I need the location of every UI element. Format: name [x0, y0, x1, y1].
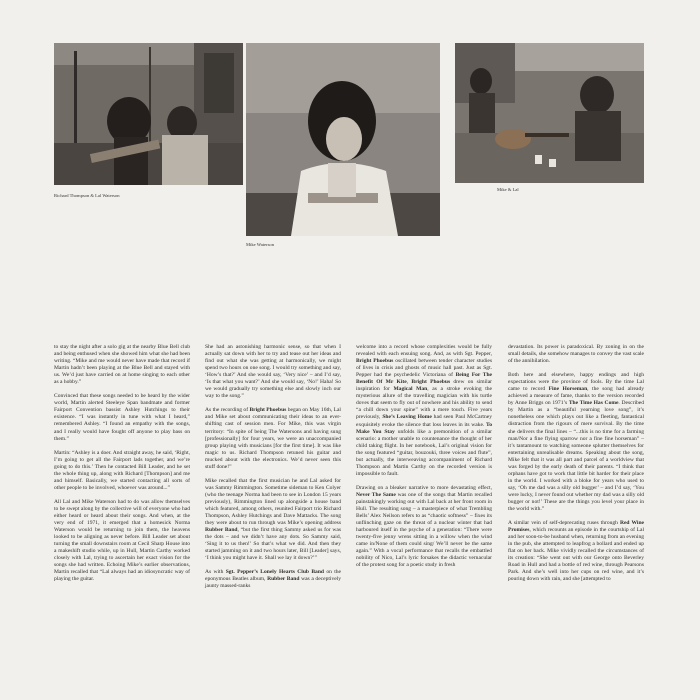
text-run: was one of the songs that Martin recalled painstakingly working out with Lal back at her front room in Hull. The resulting song – a masterpiece of what Trembling Bells’ Alex Neilson refers to as “chaotic softness” – fixes its unflinching gaze on the threat of a nuclear winter that had harboured itself in the psyche of a generation: “There were twenty-five jenny wrens sitting in a willow when the wind came in/None of them could sing/ We’ll never be the same again.” With a vocal performance that recalls the embattled nobility of Nico, Lal’s lyric forsakes the didactic vernacular of the protest song for a poetic study in fresh [356, 491, 492, 569]
song-title: Bright Phoebus [356, 358, 394, 365]
text-run: welcome into a record whose complexities would be fully revealed with each ensuing song. And, as with Sgt. Pepper, [356, 344, 492, 358]
text-column-4 [508, 344, 644, 591]
paragraph [356, 485, 492, 570]
song-title: Magical Man [393, 386, 428, 393]
song-title: Rubber Band [205, 527, 238, 534]
text-column-3 [356, 344, 492, 576]
song-title: Red Wine Promises [508, 520, 644, 534]
text-run: , as a stroke evoking the mysterious allure of the travelling magician with his turtle doves that seem to fly out of nowhere and his ability to send “a chill down your spine” with a mere touch. Five years previously, [356, 386, 492, 421]
text-run: Both here and elsewhere, happy endings and high expectations were the province of fools. By the time Lal came to record [508, 372, 644, 393]
paragraph [54, 499, 190, 584]
text-run: Drawing on a bleaker narrative to more devastating effect, [356, 484, 492, 491]
text-run: As the recording of [205, 407, 250, 414]
song-title: To Make You Stay [356, 421, 492, 435]
text-run: was a deceptively jaunty massed-ranks [205, 576, 341, 590]
song-title: Sgt. Pepper’s Lonely Hearts Club Band [225, 569, 324, 576]
song-title: Bright Phoebus [249, 407, 287, 414]
photo-caption: Mike Waterson [246, 242, 274, 247]
photo-richard-thompson-lal-waterson [54, 43, 243, 185]
photo-caption: Mike & Lal [497, 187, 519, 192]
song-title: Rubber Band [267, 576, 300, 583]
paragraph [356, 344, 492, 478]
text-run: As with [205, 569, 226, 576]
paragraph [54, 393, 190, 442]
text-run: Mike recalled that the first musician he and Lal asked for was Sammy Rimmington. Sometime sideman to Ken Colyer (who the teenage Norma had been to see in London 15 years previously), Rimmington lined up alongside a house band which featured, among others, reunited Fairport trio Richard Thompson, Ashley Hutchings and Dave Mattacks. The song they were about to run through was Mike’s opening address [205, 477, 341, 527]
photo-mike-lal [455, 43, 644, 183]
paragraph [205, 478, 341, 563]
text-run: devastation. Its power is paradoxical. By zoning in on the small details, she somehow manages to convey the vast scale of the annihilation. [508, 344, 644, 365]
text-run: oscillated between tender character studies of lives in crisis and ghosts of music hall past. Just as Sgt. Pepper had the psychedelic Victoriana of [356, 358, 492, 379]
paragraph [205, 569, 341, 590]
text-column-1 [54, 344, 190, 590]
paragraph [205, 407, 341, 470]
paragraph [508, 372, 644, 513]
text-run: unfolds like a premonition of a similar scenario: a mother unable to countenance the thought of her child taking flight. In her notebook, Lal’s original vision for the song featured “guitar, bouzouki, three voices and flute”, but actually, the interweaving accompaniment of Richard Thompson and Martin Carthy on the recorded version is impossible to fault. [356, 428, 493, 477]
text-run: She had an astonishing harmonic sense, so that when I actually sat down with her to try and tease out her ideas and find out what she was getting at harmonically, we might spend two hours on one song. I would try something and say, ‘How’s that?’ And she would say, ‘Very nice’ – and I’d say, ‘Is that what you want?’ And she would say, ‘No!’ Haha! So we would gradually try something else and slowly inch our way to the song.” [205, 344, 341, 400]
text-run: , which recounts an episode in the courtship of Lal and her soon-to-be husband when, returning from an evening in the pub, she attempted to leapfrog a bollard and ended up flat on her back. Mike vividly recalled the circumstances of its creation: “She went out with our George onto Beverley Road in Hull and had a bottle of red wine, through Pearsons Park. And she’s well into her cups on red wine, and it’s pouring down with rain, and she [attempted to [508, 527, 644, 583]
paragraph [508, 520, 644, 583]
paragraph [508, 344, 644, 365]
text-run: began on May 16th, Lal and Mike set about communicating their ideas to an ever-shifting cast of session men. For Mike, this was virgin territory: “In spite of being The Watersons and having sung [professionally] for four years, we were an unaccompanied group playing with musicians [for the first time]. It was like magic to us. Richard Thompson retuned his guitar and mucked about with the electronics. We’d never seen this stuff done!” [205, 407, 341, 470]
text-run: on the eponymous Beatles album, [205, 569, 341, 583]
text-run: . Described by Martin as a “beautiful yearning love song”, it’s nonetheless one which plays out like a fleeting, fantastical distraction from the rigours of mere survival. By the time she delivers the final lines – “...this is no time for a farming man/Nor a fine flying sparrow nor a fine fine horseman” – it’s tantamount to watching someone splutter themselves for entertaining unrealisable dreams. Speaking about the song, Mike felt that it was all part and parcel of a worldview that was forged by the early death of their parents. “I think that orphans have got to work that little bit harder for their place in the world. I worked with a bloke for years who used to say, ‘Oh me dad was a silly old bugger’ – and I’d say, ‘You were lucky, I never found out whether my dad was a silly old bugger or not!’ These are the things you level your place in the world with.” [508, 400, 644, 513]
photo-mike-waterson [246, 43, 440, 236]
text-run: , “but the first thing Sammy asked us for was the dots – and we didn’t have any dots. So Sammy said, ‘Sing it to us then!’ So that’s what we did. And then they started jamming on it and two hours later, Bill [Leader] says, ‘I think you might have it. Shall we lay it down?’” [205, 527, 341, 562]
photo-caption: Richard Thompson & Lal Waterson [54, 193, 120, 198]
song-title: Being For The Benefit Of Mr Kite [356, 372, 492, 386]
text-run: Convinced that these songs needed to be heard by the wider world, Martin alerted Steeleye Span bandmate and former Fairport Convention bassist Ashley Hutchings to their existence. “I was instantly in tune with what I heard,” remembered Ashley. “I found an empathy with the songs, and I really would have fought off anyone to play bass on them.” [54, 393, 190, 442]
text-column-2 [205, 344, 341, 598]
song-title: The Time Has Come [568, 400, 619, 407]
text-run: A similar vein of self-deprecating ruses through [508, 520, 620, 527]
song-title: Never The Same [356, 491, 396, 498]
paragraph [54, 344, 190, 386]
paragraph [205, 344, 341, 400]
song-title: Bright Phoebus [411, 379, 451, 386]
text-run: Martin: “Ashley is a doer. And straight away, he said, ‘Right, I’m going to get all the Fairport lads together, and we’re going to do this.’ Then he contacted Bill Leader, and he set the whole thing up, along with Richard [Thompson] and me and himself. Basically, we started contacting all sorts of other people to be involved, whoever was around...” [54, 449, 190, 491]
text-run: , [406, 379, 412, 386]
text-run: drew on similar inspiration for [356, 379, 493, 393]
song-title: Fine Horseman [548, 386, 588, 393]
text-run: , the song had already achieved a measure of fame, thanks to the version recorded by Anne Briggs on 1971’s [508, 386, 644, 407]
text-run: had seen Paul McCartney exquisitely evoke the silence that loss leaves in its wake. [356, 414, 492, 428]
text-run: to stay the night after a solo gig at the nearby Blue Bell club and being enthused when she showed him what she had been writing. “Mike and me would never have made that record if Martin hadn’t been playing at the Blue Bell and stayed with us. We’d just have carried on at home singing to each other as a hobby.” [54, 344, 190, 386]
song-title: She’s Leaving Home [382, 414, 432, 421]
paragraph [54, 450, 190, 492]
text-run: All Lal and Mike Waterson had to do was allow themselves to be swept along by the collective will of everyone who had either heard or heard about their songs. And when, at the very end of 1971, it emerged that a homesick Norma Waterson would be returning to join them, the heavens looked to be aligning as never before. Bill Leader set about turning the small downstairs room at Cecil Sharp House into a makeshift studio while, up in Hull, Martin Carthy worked closely with Lal, trying to ascertain her exact vision for the songs she had written. Echoing Mike’s earlier observations, Martin recalled that “Lal always had an idiosyncratic way of playing the guitar. [54, 498, 190, 583]
